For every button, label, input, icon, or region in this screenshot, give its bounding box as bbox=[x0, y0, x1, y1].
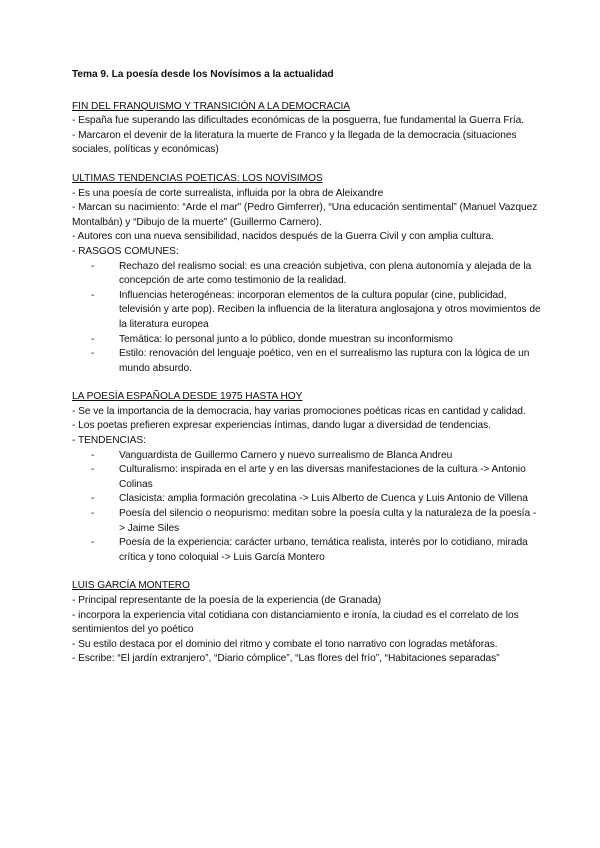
list-item-text: Estilo: renovación del lenguaje poético, ven en el surrealismo las ruptura con la lógica de un mundo absurdo. bbox=[119, 348, 530, 374]
text-line: - Escribe: “El jardín extranjero”, “Diario cómplice”, “Las flores del frío”, “Habitaciones separadas” bbox=[72, 653, 500, 665]
dash-bullet: - bbox=[91, 260, 95, 272]
list-item bbox=[72, 463, 542, 492]
section-novisimos bbox=[72, 172, 542, 376]
dash-bullet: - bbox=[91, 289, 95, 301]
section-poesia-1975 bbox=[72, 390, 542, 565]
section-heading: ULTIMAS TENDENCIAS POETICAS: LOS NOVÍSIMOS bbox=[72, 172, 323, 184]
list-item bbox=[72, 347, 542, 376]
list-item bbox=[72, 449, 542, 464]
text-line: - Autores con una nueva sensibilidad, nacidos después de la Guerra Civil y con amplia cultura. bbox=[72, 231, 494, 243]
section-garcia-montero bbox=[72, 579, 542, 667]
list-item-text: Clasicista: amplia formación grecolatina -> Luis Alberto de Cuenca y Luis Antonio de Villena bbox=[119, 493, 528, 505]
text-line: - TENDENCIAS: bbox=[72, 435, 146, 447]
list-item bbox=[72, 492, 542, 507]
text-line: - Marcaron el devenir de la literatura la muerte de Franco y la llegada de la democracia (situaciones sociales, políticas y económicas) bbox=[72, 129, 517, 156]
list-item-text: Vanguardista de Guillermo Carnero y nuevo surrealismo de Blanca Andreu bbox=[119, 449, 453, 461]
list-item bbox=[72, 333, 542, 348]
text-line: - España fue superando las dificultades económicas de la posguerra, fue fundamental la Guerra Fría. bbox=[72, 115, 525, 127]
list-item-text: Rechazo del realismo social: es una creación subjetiva, con plena autonomía y alejada de la concepción de arte como testimonio de la realidad. bbox=[119, 260, 532, 287]
text-line: - RASGOS COMUNES: bbox=[72, 245, 179, 257]
section-transicion bbox=[72, 100, 542, 158]
dash-bullet: - bbox=[91, 537, 95, 549]
list-item-text: Influencias heterogéneas: incorporan elementos de la cultura popular (cine, publicidad, televisión y arte pop). Reciben la influencia de la literatura anglosajona y otros movimientos de la literatura europea bbox=[119, 289, 541, 330]
dash-bullet: - bbox=[91, 508, 95, 520]
text-line: - Es una poesía de corte surrealista, influida por la obra de Aleixandre bbox=[72, 187, 384, 199]
dash-bullet: - bbox=[91, 493, 95, 505]
text-line: - Se ve la importancia de la democracia, hay varias promociones poéticas ricas en cantidad y calidad. bbox=[72, 405, 526, 417]
section-heading: FIN DEL FRANQUISMO Y TRANSICIÓN A LA DEMOCRACIA bbox=[72, 100, 351, 112]
tendencias-list bbox=[72, 449, 542, 566]
list-item bbox=[72, 289, 542, 333]
list-item-text: Poesía del silencio o neopurismo: meditan sobre la poesía culta y la naturaleza de la poesía -> Jaime Siles bbox=[119, 508, 537, 534]
text-line: - Su estilo destaca por el dominio del ritmo y combate el tono narrativo con logradas metáforas. bbox=[72, 638, 498, 650]
text-line: - incorpora la experiencia vital cotidiana con distanciamiento e ironía, la ciudad es el correlato de los sentimientos del yo poético bbox=[72, 609, 519, 636]
list-item-text: Temática: lo personal junto a lo público, donde muestran su inconformismo bbox=[119, 333, 453, 345]
text-line: - Los poetas prefieren expresar experiencias íntimas, dando lugar a diversidad de tendencias. bbox=[72, 420, 491, 432]
text-line: - Principal representante de la poesía de la experiencia (de Granada) bbox=[72, 595, 382, 606]
dash-bullet: - bbox=[91, 464, 95, 476]
dash-bullet: - bbox=[91, 333, 95, 345]
rasgos-list bbox=[72, 260, 542, 377]
section-heading: LUIS GARCÍA MONTERO bbox=[72, 580, 190, 592]
dash-bullet: - bbox=[91, 348, 95, 360]
list-item bbox=[72, 536, 542, 565]
list-item-text: Culturalismo: inspirada en el arte y en las diversas manifestaciones de la cultura -> Antonio Colinas bbox=[119, 464, 526, 490]
dash-bullet: - bbox=[91, 449, 95, 461]
document-title: Tema 9. La poesía desde los Novísimos a la actualidad bbox=[72, 69, 334, 80]
section-heading: LA POESÍA ESPAÑOLA DESDE 1975 HASTA HOY bbox=[72, 391, 303, 403]
list-item-text: Poesía de la experiencia: carácter urbano, temática realista, interés por lo cotidiano, mirada crítica y tono coloquial -> Luis García Montero bbox=[119, 537, 528, 563]
document-page bbox=[72, 68, 542, 681]
text-line: - Marcan su nacimiento: “Arde el mar” (Pedro Gimferrer), “Una educación sentimental” (Manuel Vazquez Montalbán) y “Dibujo de la muerte” (Guillermo Carnero). bbox=[72, 202, 538, 228]
list-item bbox=[72, 507, 542, 536]
list-item bbox=[72, 260, 542, 289]
